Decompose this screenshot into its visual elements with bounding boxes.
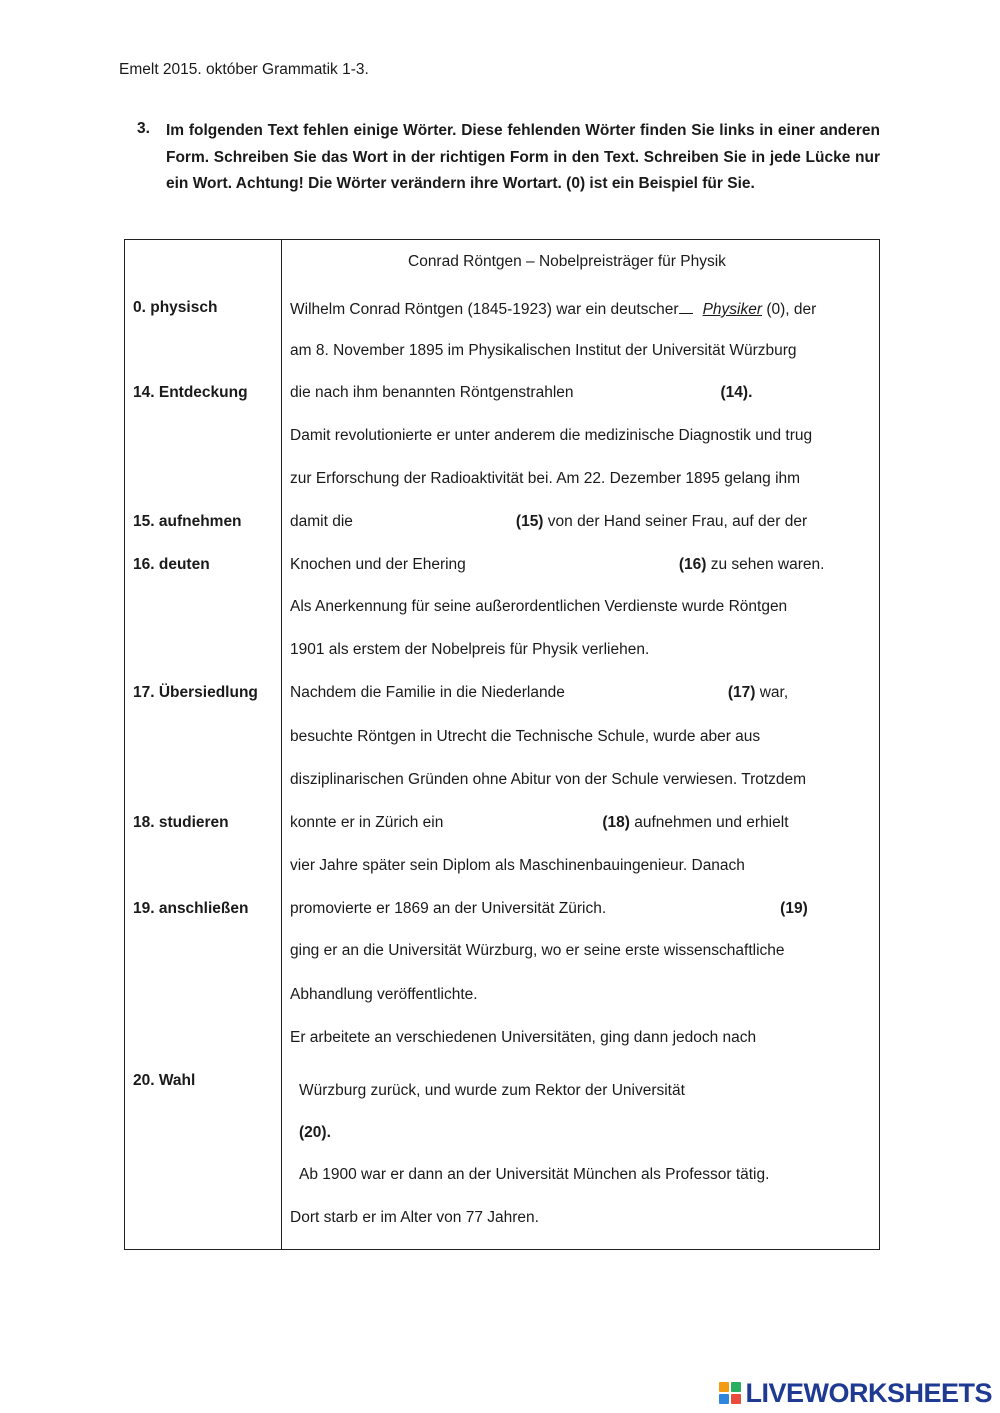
text-line-16: ging er an die Universität Würzburg, wo er seine erste wissenschaftliche [290,942,785,959]
text-line-7 [290,556,824,574]
text-segment: von der Hand seiner Frau, auf der der [547,513,808,530]
text-segment: Nachdem die Familie in die Niederlande [290,684,565,701]
table-column-divider [281,239,282,1250]
page-header: Emelt 2015. október Grammatik 1-3. [119,61,369,78]
text-title: Conrad Röntgen – Nobelpreisträger für Physik [408,253,726,270]
liveworksheets-logo [719,1379,992,1407]
liveworksheets-logo-icon [719,1382,741,1404]
text-line-21: Dort starb er im Alter von 77 Jahren. [290,1209,539,1226]
instruction-text: Im folgenden Text fehlen einige Wörter. Diese fehlenden Wörter finden Sie links in einer anderen Form. Schreiben Sie das Wort in der richtigen Form in den Text. Schreiben Sie in jede Lücke nur ein Wort. Achtung! Die Wörter verändern ihre Wortart. (0) ist ein Beispiel für Sie. [166,122,880,192]
text-segment: promovierte er 1869 an der Universität Zürich. [290,900,607,917]
text-line-2: am 8. November 1895 im Physikalischen Institut der Universität Würzburg [290,342,797,359]
text-segment: aufnehmen und erhielt [634,814,789,831]
text-line-14: vier Jahre später sein Diplom als Maschinenbauingenieur. Danach [290,857,745,874]
gap-marker-20: (20). [299,1124,331,1141]
logo-text: LIVEWORKSHEETS [745,1377,992,1408]
text-line-3 [290,384,752,402]
text-line-8: Als Anerkennung für seine außerordentlichen Verdienste wurde Röntgen [290,598,788,615]
text-segment: zu sehen waren. [710,556,825,573]
text-line-17: Abhandlung veröffentlichte. [290,986,478,1003]
text-line-1 [290,299,816,319]
text-line-5: zur Erforschung der Radioaktivität bei. Am 22. Dezember 1895 gelang ihm [290,470,801,487]
text-line-4: Damit revolutionierte er unter anderem die medizinische Diagnostik und trug [290,427,813,444]
text-line-12: disziplinarischen Gründen ohne Abitur von der Schule verwiesen. Trotzdem [290,771,807,788]
label-0: 0. physisch [133,299,218,316]
text-line-9: 1901 als erstem der Nobelpreis für Physik verliehen. [290,641,650,658]
text-line-11: besuchte Röntgen in Utrecht die Technische Schule, wurde aber aus [290,728,761,745]
label-16: 16. deuten [133,556,210,573]
label-19: 19. anschließen [133,900,249,917]
text-segment: konnte er in Zürich ein [290,814,444,831]
text-line-6 [290,513,807,531]
label-18: 18. studieren [133,814,229,831]
text-line-19: Würzburg zurück, und wurde zum Rektor der Universität [299,1082,685,1099]
gap-marker-19: (19) [780,900,808,917]
text-line-18: Er arbeitete an verschiedenen Universitäten, ging dann jedoch nach [290,1029,757,1046]
gap-marker-16: (16) [678,556,707,573]
instruction-number: 3. [137,120,150,137]
gap-marker-14: (14). [720,384,753,401]
label-20: 20. Wahl [133,1072,196,1089]
text-line-20: Ab 1900 war er dann an der Universität München als Professor tätig. [299,1166,770,1183]
text-line-10 [290,684,788,702]
label-14: 14. Entdeckung [133,384,248,401]
gap-marker-18: (18) [602,814,630,831]
text-segment: Wilhelm Conrad Röntgen (1845-1923) war ein deutscher [290,301,679,318]
text-segment: war, [759,684,789,701]
label-15: 15. aufnehmen [133,513,242,530]
text-segment: damit die [290,513,353,530]
text-segment: (0), der [766,301,817,318]
text-segment: Knochen und der Ehering [290,556,466,573]
example-gap-lead [679,299,693,314]
label-17: 17. Übersiedlung [133,684,258,701]
example-answer: Physiker [702,301,763,318]
gap-marker-15: (15) [515,513,544,530]
text-segment: die nach ihm benannten Röntgenstrahlen [290,384,574,401]
text-line-15 [290,900,808,918]
gap-marker-17: (17) [727,684,756,701]
text-line-13 [290,814,789,832]
